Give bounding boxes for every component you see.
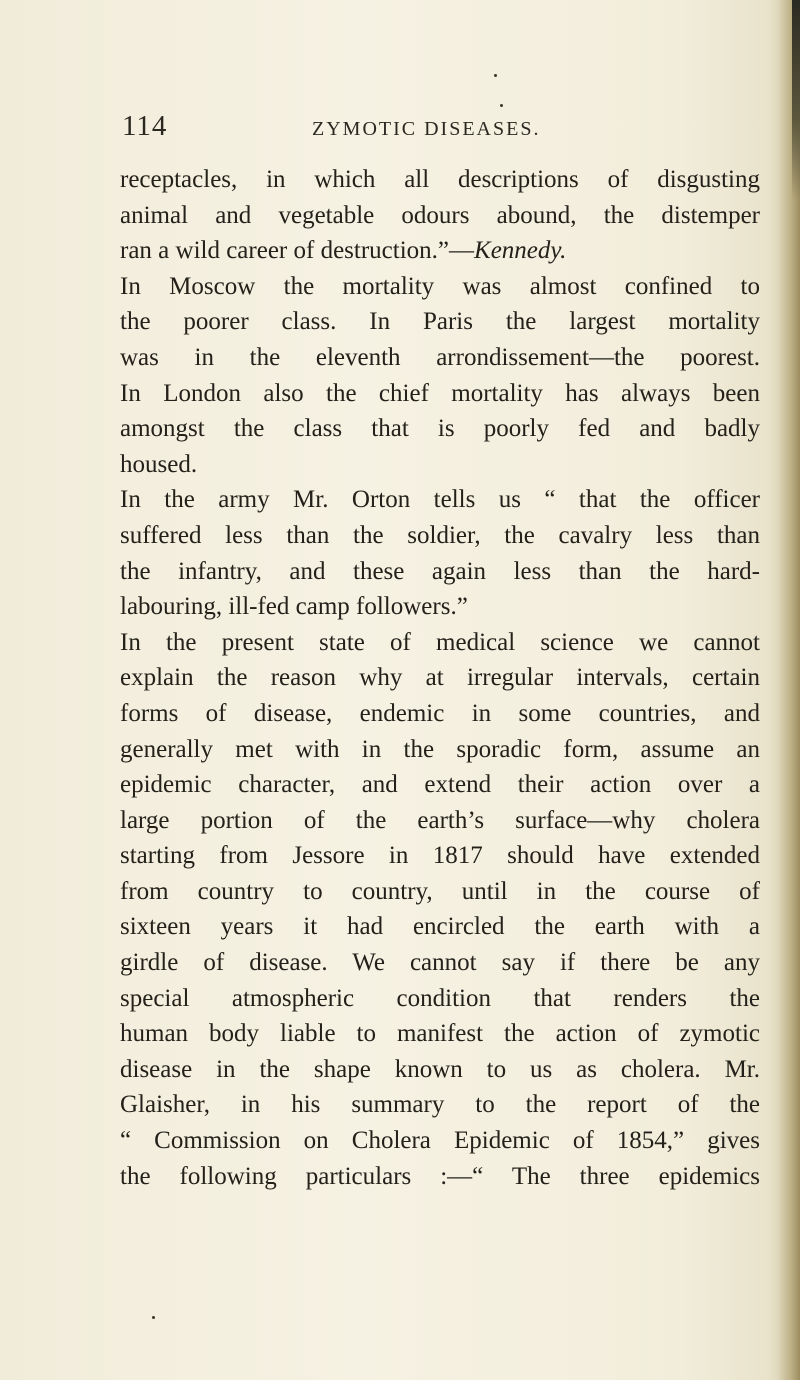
text-line-content: generally met with in the sporadic form, assume an: [120, 735, 760, 763]
text-line: [120, 625, 760, 661]
text-line-content: amongst the class that is poorly fed and badly: [120, 415, 760, 443]
page-edge-binding: [792, 0, 800, 200]
text-line: [120, 554, 760, 590]
speck: [494, 74, 497, 77]
text-line: [120, 1087, 760, 1123]
text-line-content: housed.: [120, 450, 198, 478]
page-edge-shadow: [778, 0, 800, 1380]
text-line: [120, 732, 760, 768]
text-line-content: labouring, ill-fed camp followers.”: [120, 593, 468, 621]
running-head: ZYMOTIC DISEASES.: [312, 118, 541, 140]
text-line-content: epidemic character, and extend their action over a: [120, 771, 760, 799]
text-line: [120, 376, 760, 412]
text-line-content: the poorer class. In Paris the largest mortality: [120, 308, 760, 336]
text-line: [120, 909, 760, 945]
text-line: [120, 198, 760, 234]
text-line-content: ran a wild career of destruction.”—: [120, 237, 475, 265]
text-line-content: suffered less than the soldier, the cavalry less than: [120, 521, 760, 549]
text-line-content: from country to country, until in the course of: [120, 877, 760, 905]
text-line: [120, 874, 760, 910]
body-text: [120, 162, 760, 1194]
text-line-content: animal and vegetable odours abound, the distemper: [120, 201, 760, 229]
text-line: [120, 838, 760, 874]
text-line-content: disease in the shape known to us as cholera. Mr.: [120, 1055, 760, 1083]
text-line: [120, 1123, 760, 1159]
text-line-content: sixteen years it had encircled the earth with a: [120, 913, 760, 941]
text-line: [120, 767, 760, 803]
text-line-content: explain the reason why at irregular intervals, certain: [120, 664, 760, 692]
page-header: [0, 110, 800, 158]
text-line: [120, 945, 760, 981]
text-line: [120, 981, 760, 1017]
text-line: [120, 162, 760, 198]
speck: [152, 1316, 155, 1319]
text-line-content: starting from Jessore in 1817 should have extended: [120, 842, 760, 870]
text-line-content: large portion of the earth’s surface—why cholera: [120, 806, 760, 834]
text-line-content: In the present state of medical science we cannot: [120, 628, 760, 656]
text-line: [120, 660, 760, 696]
text-line: [120, 1159, 760, 1195]
text-line-content: receptacles, in which all descriptions of disgusting: [120, 166, 760, 193]
text-line-content: the infantry, and these again less than the hard-: [120, 557, 760, 585]
text-line-content: forms of disease, endemic in some countries, and: [120, 699, 760, 727]
text-line: [120, 411, 760, 447]
text-line: [120, 803, 760, 839]
text-line: [120, 269, 760, 305]
text-line: [120, 482, 760, 518]
attribution: Kennedy.: [474, 237, 567, 265]
text-line: [120, 589, 760, 625]
text-line-content: the following particulars :—“ The three epidemics: [120, 1162, 760, 1190]
text-line-content: In London also the chief mortality has always been: [120, 379, 760, 407]
text-line: [120, 304, 760, 340]
text-line: [120, 1016, 760, 1052]
text-line-content: Glaisher, in his summary to the report of the: [120, 1091, 760, 1119]
text-line-content: human body liable to manifest the action of zymotic: [120, 1020, 760, 1048]
text-line: [120, 233, 760, 269]
page-number: 114: [122, 110, 168, 142]
text-line-content: special atmospheric condition that renders the: [120, 984, 760, 1012]
text-line-content: In Moscow the mortality was almost confined to: [120, 272, 760, 300]
text-line: [120, 340, 760, 376]
text-line-content: In the army Mr. Orton tells us “ that the officer: [120, 486, 760, 514]
text-line-content: “ Commission on Cholera Epidemic of 1854,” gives: [120, 1127, 760, 1155]
text-line: [120, 447, 760, 483]
text-line: [120, 696, 760, 732]
text-line-content: was in the eleventh arrondissement—the poorest.: [120, 343, 760, 371]
text-line-content: girdle of disease. We cannot say if there be any: [120, 949, 760, 977]
speck: [500, 104, 503, 107]
text-line: [120, 1052, 760, 1088]
text-line: [120, 518, 760, 554]
